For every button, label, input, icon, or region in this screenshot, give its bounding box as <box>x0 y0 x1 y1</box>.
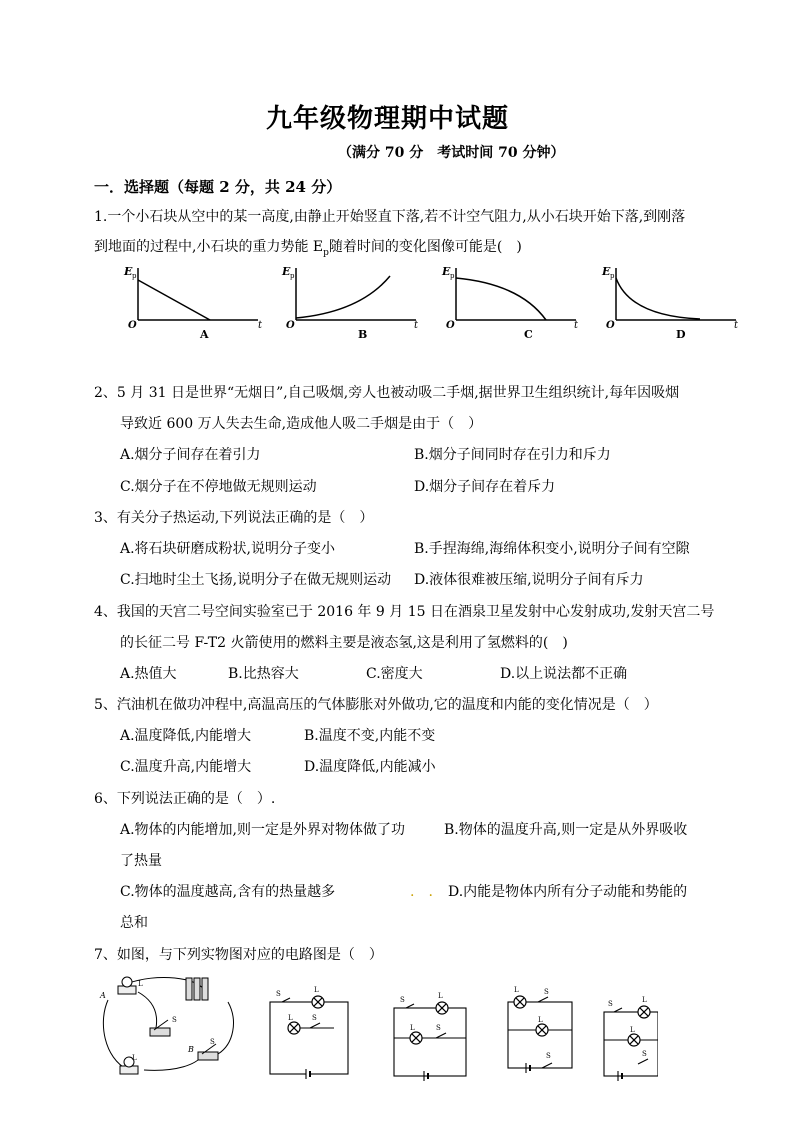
question-2-option-a[interactable]: A.烟分子间存在着引力 <box>120 447 261 463</box>
circuit-d-l1: L <box>630 1026 635 1034</box>
graph-a-origin: O <box>128 320 137 331</box>
physical-label-b: B <box>188 1045 194 1054</box>
graph-c-letter: C <box>524 328 533 341</box>
graph-c <box>441 265 579 341</box>
question-2-option-c[interactable]: C.烟分子在不停地做无规则运动 <box>120 479 317 495</box>
circuit-a <box>270 998 348 1079</box>
graph-d-origin: O <box>606 320 615 331</box>
exam-info: （满分 70 分 考试时间 70 分钟） <box>338 145 565 161</box>
circuit-a-s2: S <box>276 990 281 998</box>
graph-b <box>281 265 419 341</box>
question-5-option-b[interactable]: B.温度不变,内能不变 <box>304 728 436 744</box>
question-4-option-d[interactable]: D.以上说法都不正确 <box>500 666 628 682</box>
question-3-option-d[interactable]: D.液体很难被压缩,说明分子间有斥力 <box>414 572 644 588</box>
question-7-line-1: 7、如图，与下列实物图对应的电路图是（ ） <box>94 947 383 963</box>
decorative-dots: . . <box>410 884 433 900</box>
question-6-line-1: 6、下列说法正确的是（ ）. <box>94 791 276 807</box>
question-5-option-c[interactable]: C.温度升高,内能增大 <box>120 759 252 775</box>
graph-b-curve <box>296 276 390 318</box>
physical-label-s2: S <box>172 1016 177 1024</box>
physical-circuit <box>103 977 233 1074</box>
graph-d-xlabel: t <box>734 320 739 331</box>
question-3-option-c[interactable]: C.扫地时尘土飞扬,说明分子在做无规则运动 <box>120 572 392 588</box>
question-6-option-d-cont: 总和 <box>120 915 148 931</box>
graph-c-curve <box>456 278 546 320</box>
question-6-option-b[interactable]: B.物体的温度升高,则一定是从外界吸收 <box>444 822 688 838</box>
graph-d-ysub: p <box>610 272 615 280</box>
circuit-a-s1: S <box>312 1014 317 1022</box>
graph-c-ylabel: E <box>442 265 451 278</box>
graph-a-curve <box>138 280 210 320</box>
question-3-option-a[interactable]: A.将石块研磨成粉状,说明分子变小 <box>120 541 336 557</box>
question-2-option-d[interactable]: D.烟分子间存在着斥力 <box>414 479 556 495</box>
graph-c-ysub: p <box>450 272 455 280</box>
graph-d-letter: D <box>676 328 686 341</box>
question-5-option-d[interactable]: D.温度降低,内能减小 <box>304 759 436 775</box>
circuit-d-l2: L <box>642 996 647 1004</box>
circuit-a-l2: L <box>288 1014 293 1022</box>
physical-label-l2: L <box>138 980 143 988</box>
physical-label-s1: S <box>210 1038 215 1046</box>
graph-c-origin: O <box>446 320 455 331</box>
question-4-option-a[interactable]: A.热值大 <box>120 666 177 682</box>
circuit-a-l1: L <box>314 986 319 994</box>
graph-b-ysub: p <box>290 272 295 280</box>
circuit-d-s1: S <box>642 1050 647 1058</box>
question-2-option-b[interactable]: B.烟分子间同时存在引力和斥力 <box>414 447 611 463</box>
question-4-line-2: 的长征二号 F-T2 火箭使用的燃料主要是液态氢,这是利用了氢燃料的( ) <box>120 635 568 651</box>
graph-b-xlabel: t <box>414 320 419 331</box>
graph-a-ylabel: E <box>124 265 133 278</box>
question-1-line-1: 1.一个小石块从空中的某一高度,由静止开始竖直下落,若不计空气阻力,从小石块开始下落,到刚落 <box>94 209 686 225</box>
circuit-b <box>394 1004 466 1081</box>
question-4-option-c[interactable]: C.密度大 <box>366 666 423 682</box>
circuit-diagrams <box>98 972 658 1082</box>
circuit-c-l2: L <box>514 986 519 994</box>
graph-b-ylabel: E <box>282 265 291 278</box>
graph-b-letter: B <box>358 328 368 341</box>
physical-label-l1: L <box>132 1054 137 1062</box>
page-title: 九年级物理期中试题 <box>266 104 510 134</box>
question-6-option-d[interactable]: D.内能是物体内所有分子动能和势能的 <box>448 884 688 900</box>
graph-a <box>123 265 263 341</box>
energy-time-graphs <box>110 262 750 342</box>
circuit-b-s2: S <box>400 996 405 1004</box>
graph-a-xlabel: t <box>258 320 263 331</box>
question-5-option-a[interactable]: A.温度降低,内能增大 <box>120 728 252 744</box>
question-3-option-b[interactable]: B.手捏海绵,海绵体积变小,说明分子间有空隙 <box>414 541 690 557</box>
graph-d <box>601 265 739 341</box>
graph-d-ylabel: E <box>602 265 611 278</box>
circuit-d-s2: S <box>608 1000 613 1008</box>
question-6-option-b-cont: 了热量 <box>120 853 162 869</box>
circuit-c-s2: S <box>544 988 549 996</box>
question-2-line-1: 2、5 月 31 日是世界“无烟日”,自己吸烟,旁人也被动吸二手烟,据世界卫生组织统计,每年因吸烟 <box>94 385 680 401</box>
circuit-c-l1: L <box>538 1016 543 1024</box>
circuit-b-l2: L <box>410 1024 415 1032</box>
graph-a-ysub: p <box>132 272 137 280</box>
question-2-line-2: 导致近 600 万人失去生命,造成他人吸二手烟是由于（ ） <box>120 416 483 432</box>
circuit-b-l1: L <box>438 992 443 1000</box>
circuit-c-s1: S <box>546 1052 551 1060</box>
physical-label-a: A <box>100 991 106 1000</box>
graph-c-xlabel: t <box>574 320 579 331</box>
question-6-option-a[interactable]: A.物体的内能增加,则一定是外界对物体做了功 <box>120 822 406 838</box>
question-3-line-1: 3、有关分子热运动,下列说法正确的是（ ） <box>94 510 374 526</box>
question-4-line-1: 4、我国的天宫二号空间实验室已于 2016 年 9 月 15 日在酒泉卫星发射中心发射成功,发射天宫二号 <box>94 604 715 620</box>
graph-b-origin: O <box>286 320 295 331</box>
circuit-b-s1: S <box>436 1024 441 1032</box>
graph-a-letter: A <box>200 328 209 341</box>
graph-d-curve <box>616 278 700 319</box>
question-4-option-b[interactable]: B.比热容大 <box>228 666 299 682</box>
section-heading: 一．选择题（每题 2 分，共 24 分） <box>94 178 342 196</box>
question-5-line-1: 5、汽油机在做功冲程中,高温高压的气体膨胀对外做功,它的温度和内能的变化情况是（ ） <box>94 697 658 713</box>
question-6-option-c[interactable]: C.物体的温度越高,含有的热量越多 <box>120 884 336 900</box>
question-1-line-2: 到地面的过程中,小石块的重力势能 $E_p$随着时间的变化图像可能是( ) <box>94 239 522 258</box>
